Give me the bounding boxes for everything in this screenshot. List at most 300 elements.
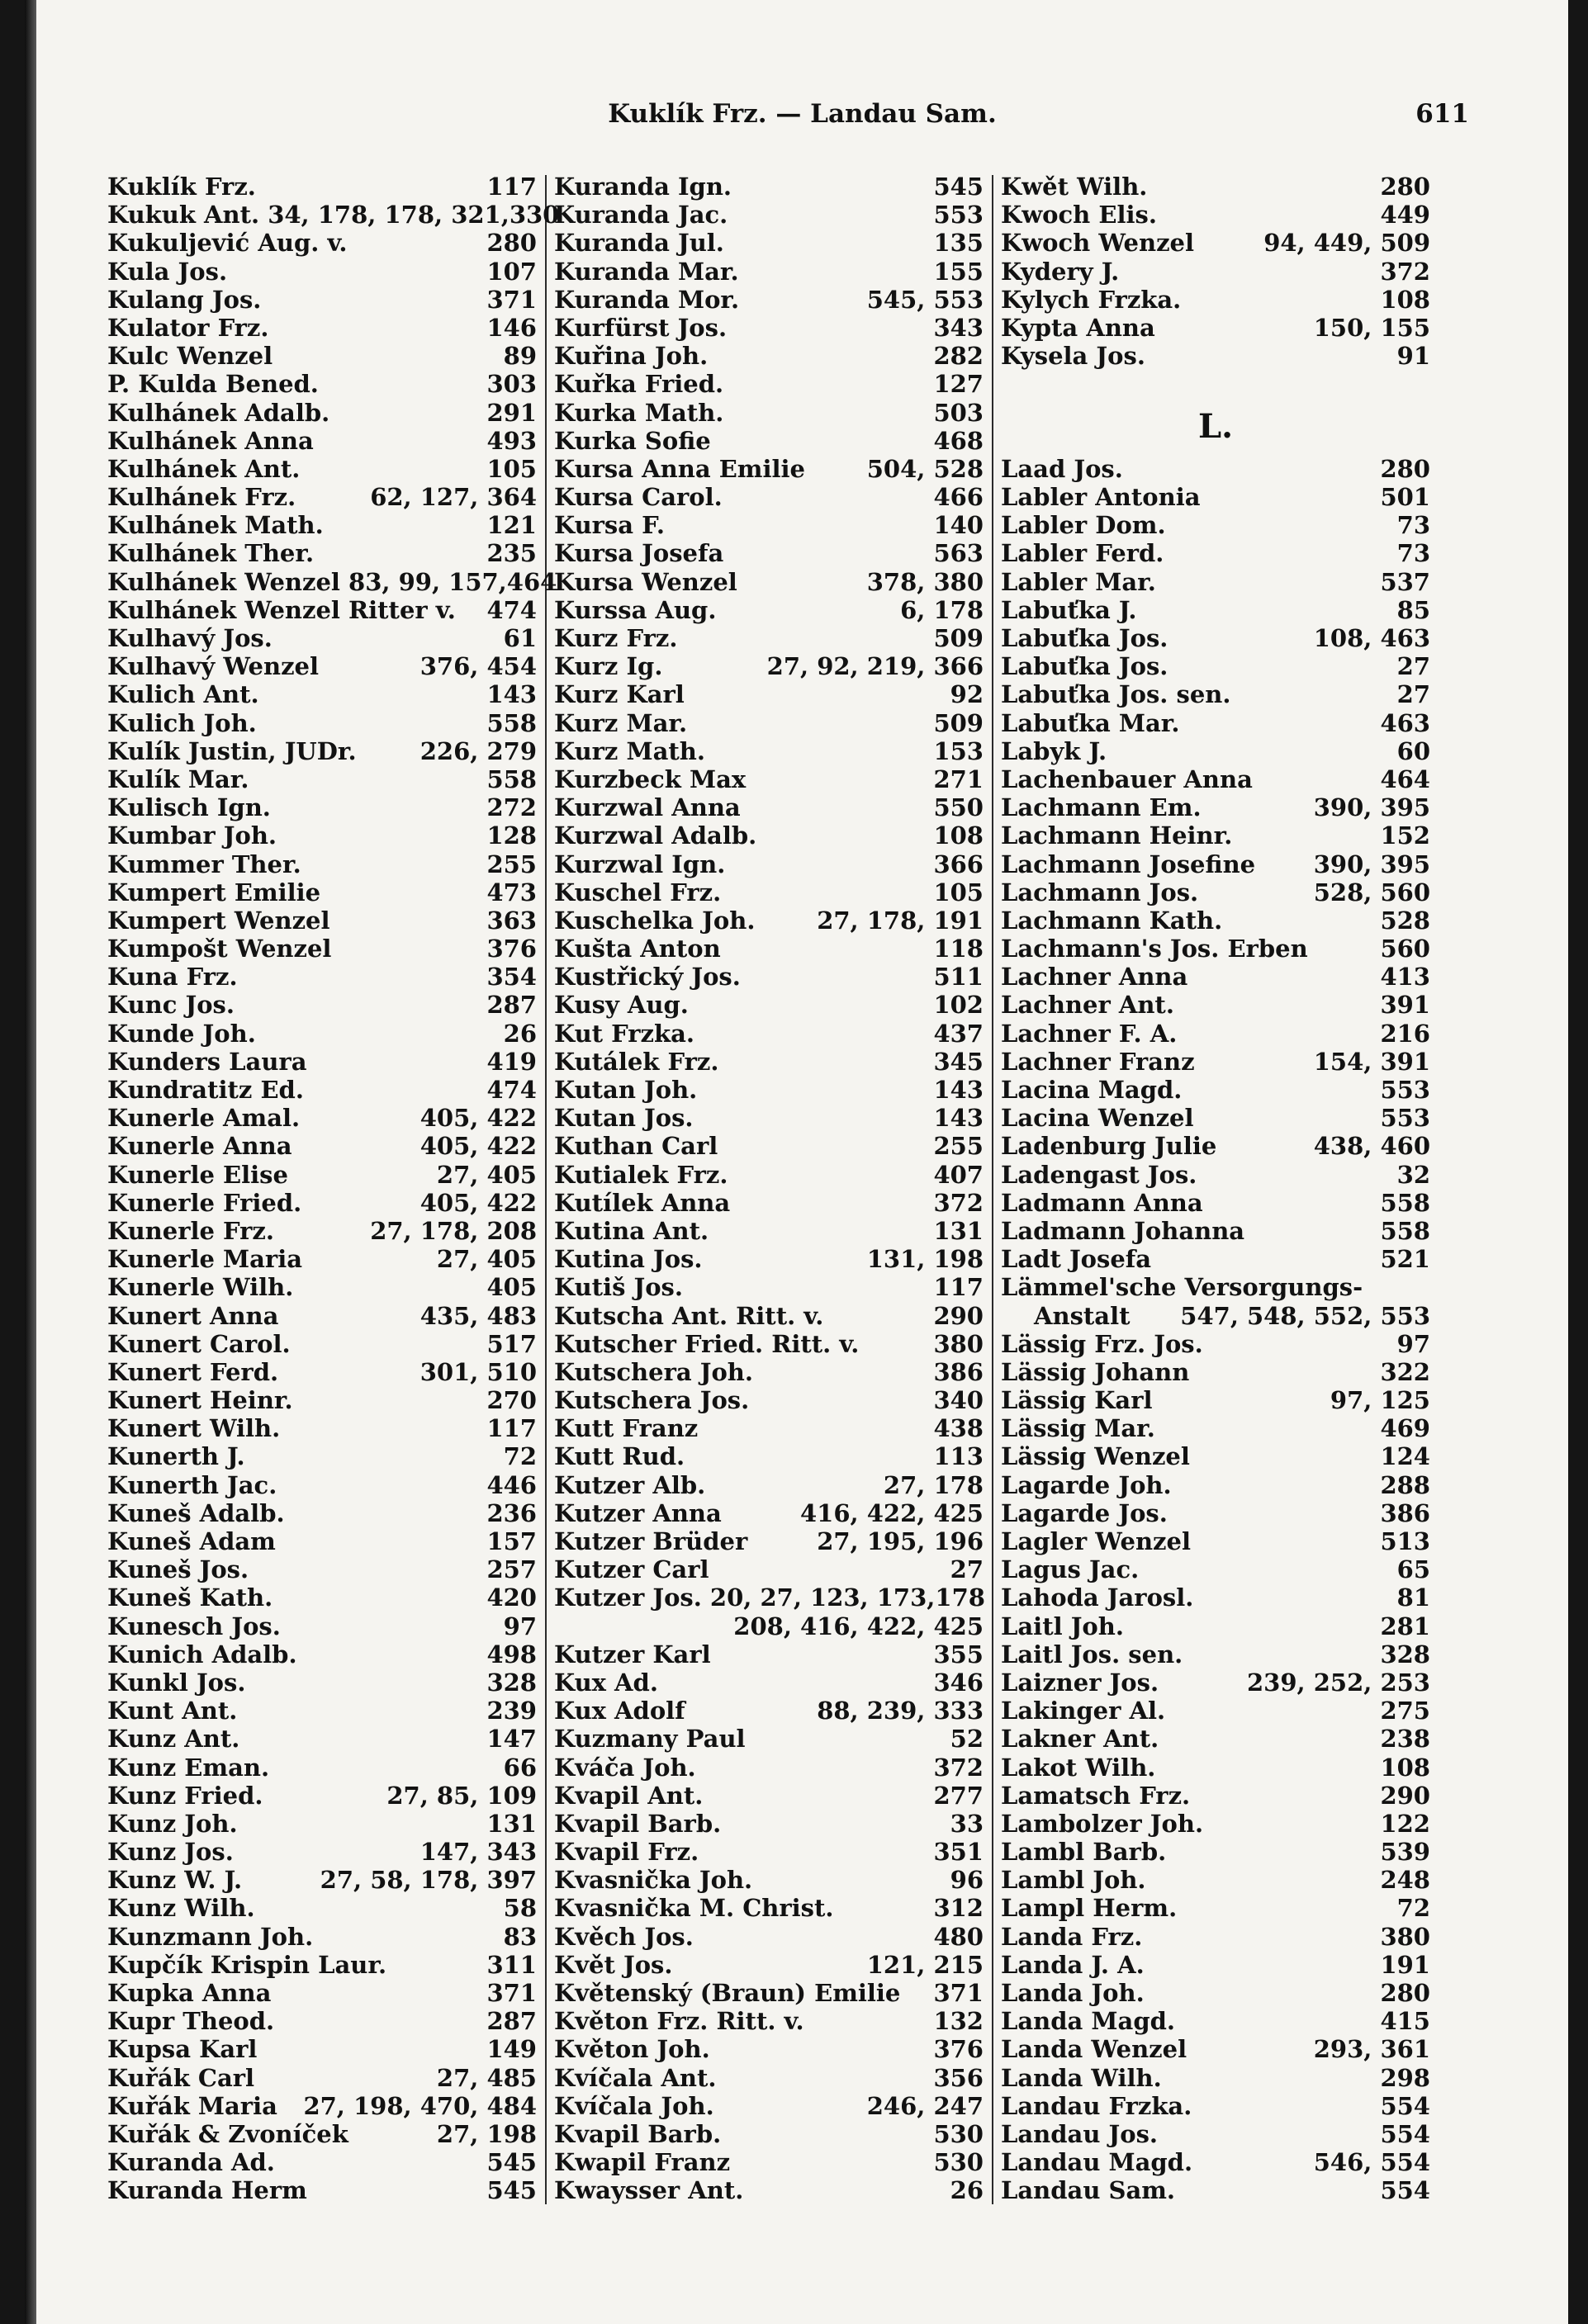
- index-entry: [107, 1782, 537, 1810]
- entry-name: Kutan Jos.: [554, 1104, 694, 1133]
- entry-pages: 27: [950, 1555, 984, 1584]
- entry-name: Landau Magd.: [1001, 2148, 1193, 2177]
- index-entry: [554, 1245, 984, 1273]
- entry-name: Kukuk Ant. 34, 178, 178, 321,: [107, 201, 510, 230]
- entry-name: Kydery J.: [1001, 257, 1120, 286]
- entry-pages: 281: [1380, 1612, 1430, 1640]
- index-entry: [554, 1104, 984, 1132]
- entry-name: Kuranda Mor.: [554, 285, 740, 314]
- index-entry: [554, 568, 984, 596]
- index-entry: [554, 1838, 984, 1866]
- entry-pages: 131: [933, 1216, 984, 1245]
- entry-pages: 124: [1380, 1442, 1430, 1471]
- index-entry: [107, 1810, 537, 1838]
- index-entry: [554, 652, 984, 680]
- entry-name: Labuťka Mar.: [1001, 708, 1180, 737]
- entry-name: Kustřický Jos.: [554, 963, 741, 992]
- entry-name: Kulator Frz.: [107, 313, 269, 342]
- index-entry: [554, 2176, 984, 2204]
- index-entry: [1001, 737, 1430, 765]
- entry-pages: 280: [1380, 454, 1430, 483]
- index-entry: [107, 427, 537, 455]
- entry-name: Kurz Karl: [554, 680, 685, 709]
- entry-pages: 371: [486, 285, 537, 314]
- entry-pages: 131, 198: [866, 1245, 984, 1274]
- index-entry: [1001, 1555, 1430, 1583]
- entry-name: Kvasnička Joh.: [554, 1866, 753, 1895]
- entry-name: Kulhavý Jos.: [107, 624, 273, 652]
- entry-name: Kunerle Fried.: [107, 1188, 302, 1217]
- index-entry: [1001, 2148, 1430, 2176]
- index-entry: [1001, 1161, 1430, 1189]
- index-entry: [107, 1555, 537, 1583]
- index-entry: [107, 1499, 537, 1527]
- index-entry: [107, 878, 537, 906]
- index-entry: [554, 1161, 984, 1189]
- entry-name: Kukuljević Aug. v.: [107, 229, 348, 258]
- entry-name: Kunz Eman.: [107, 1753, 270, 1782]
- index-entry: [1001, 652, 1430, 680]
- entry-pages: 27, 178, 191: [817, 906, 984, 935]
- index-entry: [1001, 1923, 1430, 1951]
- entry-pages: 545: [933, 173, 984, 201]
- entry-pages: 356: [933, 2063, 984, 2092]
- index-entry: [554, 1442, 984, 1470]
- index-entry: [554, 1894, 984, 1922]
- entry-pages: 27, 485: [436, 2063, 537, 2092]
- entry-pages: 27, 85, 109: [386, 1781, 537, 1810]
- entry-name: Lambolzer Joh.: [1001, 1809, 1204, 1838]
- entry-pages: 380: [1380, 1922, 1430, 1951]
- index-entry: [107, 2064, 537, 2092]
- entry-name: Kuřák & Zvoníček: [107, 2119, 348, 2148]
- entry-pages: 553: [1380, 1104, 1430, 1133]
- index-entry: [1001, 2007, 1430, 2035]
- entry-pages: 363: [486, 906, 537, 935]
- column-divider: [545, 175, 547, 2204]
- entry-pages: 280: [1380, 173, 1430, 201]
- entry-name: Kunert Anna: [107, 1301, 279, 1330]
- entry-pages: 27: [1396, 652, 1430, 681]
- entry-name: Lakot Wilh.: [1001, 1753, 1156, 1782]
- entry-pages: 301, 510: [420, 1357, 537, 1386]
- index-entry: [554, 258, 984, 286]
- index-entry: [107, 1838, 537, 1866]
- entry-name: Kux Ad.: [554, 1668, 658, 1697]
- entry-name: Kurssa Aug.: [554, 595, 717, 624]
- index-entry: [554, 1697, 984, 1725]
- entry-name: Labuťka Jos. sen.: [1001, 680, 1231, 709]
- index-entry: [554, 1612, 984, 1640]
- index-entry: [1001, 511, 1430, 539]
- index-entry: [107, 314, 537, 342]
- entry-name: Kurfürst Jos.: [554, 313, 728, 342]
- index-entry: [554, 1754, 984, 1782]
- entry-pages: 509: [933, 624, 984, 652]
- entry-name: Landa Frz.: [1001, 1922, 1143, 1951]
- entry-name: Lagler Wenzel: [1001, 1527, 1191, 1556]
- entry-name: Kvíčala Ant.: [554, 2063, 717, 2092]
- entry-pages: 153: [933, 736, 984, 765]
- entry-name: Landa Wilh.: [1001, 2063, 1162, 2092]
- index-entry: [554, 1330, 984, 1358]
- entry-pages: 280: [486, 229, 537, 258]
- entry-name: Kunders Laura: [107, 1047, 307, 1076]
- entry-name: Kuneš Adalb.: [107, 1498, 285, 1527]
- entry-pages: 366: [933, 850, 984, 878]
- index-entry: [554, 1302, 984, 1330]
- entry-name: Kulík Justin, JUDr.: [107, 736, 357, 765]
- entry-pages: 128: [486, 821, 537, 850]
- entry-name: Lachmann Josefine: [1001, 850, 1256, 878]
- index-entry: [107, 850, 537, 878]
- entry-pages: 60: [1396, 736, 1430, 765]
- index-entry: [554, 991, 984, 1019]
- entry-pages: 539: [1380, 1838, 1430, 1867]
- entry-pages: 463: [1380, 708, 1430, 737]
- entry-pages: 468: [933, 426, 984, 455]
- entry-pages: 420: [486, 1583, 537, 1612]
- index-entry: [1001, 1217, 1430, 1245]
- entry-name: Kunich Adalb.: [107, 1640, 297, 1668]
- index-entry: [554, 1358, 984, 1386]
- entry-name: Lachner Franz: [1001, 1047, 1195, 1076]
- index-entry: [554, 793, 984, 821]
- entry-pages: 391: [1380, 991, 1430, 1020]
- index-entry: [1001, 2092, 1430, 2120]
- entry-name: Landa Magd.: [1001, 2007, 1175, 2036]
- index-entry: [554, 229, 984, 257]
- entry-name: Kupr Theod.: [107, 2007, 275, 2036]
- index-column-2: [554, 173, 984, 2205]
- entry-pages: 155: [933, 257, 984, 286]
- index-entry: [554, 2064, 984, 2092]
- entry-pages: 275: [1380, 1697, 1430, 1725]
- index-entry: [1001, 1273, 1430, 1301]
- spacer: [1001, 370, 1430, 398]
- index-entry: [107, 2120, 537, 2148]
- index-entry: [1001, 935, 1430, 963]
- index-entry: [107, 1583, 537, 1612]
- entry-pages: 558: [486, 764, 537, 793]
- entry-pages: 27, 178: [883, 1470, 984, 1499]
- index-entry: [107, 1725, 537, 1753]
- index-entry: [554, 1979, 984, 2007]
- index-entry: [107, 1979, 537, 2007]
- index-entry: [1001, 906, 1430, 935]
- index-entry: [107, 1866, 537, 1894]
- entry-name: Landa J. A.: [1001, 1950, 1145, 1979]
- entry-pages: 105: [486, 454, 537, 483]
- entry-pages: 563: [933, 539, 984, 568]
- entry-pages: 464: [1380, 764, 1430, 793]
- entry-name: Labler Dom.: [1001, 511, 1166, 540]
- entry-pages: 257: [486, 1555, 537, 1584]
- entry-pages: 152: [1380, 821, 1430, 850]
- index-entry: [1001, 1951, 1430, 1979]
- entry-pages: 149: [486, 2035, 537, 2064]
- entry-pages: 419: [486, 1047, 537, 1076]
- entry-pages: 92: [950, 680, 984, 709]
- entry-pages: 26: [950, 2176, 984, 2205]
- entry-pages: 288: [1380, 1470, 1430, 1499]
- entry-pages: 386: [1380, 1498, 1430, 1527]
- index-entry: [554, 2035, 984, 2063]
- entry-pages: 376: [486, 935, 537, 963]
- index-entry: [107, 1245, 537, 1273]
- index-entry: [554, 1189, 984, 1217]
- index-entry: [554, 1217, 984, 1245]
- entry-name: Lagarde Joh.: [1001, 1470, 1172, 1499]
- entry-name: Květenský (Braun) Emilie: [554, 1979, 901, 2007]
- entry-name: Kunz Joh.: [107, 1809, 238, 1838]
- entry-pages: 530: [933, 2119, 984, 2148]
- entry-name: Kunerle Amal.: [107, 1104, 301, 1133]
- entry-name: Kutzer Anna: [554, 1498, 722, 1527]
- entry-name: Kunde Joh.: [107, 1019, 256, 1048]
- entry-pages: 558: [1380, 1216, 1430, 1245]
- index-entry: [107, 1104, 537, 1132]
- entry-pages: 27, 178, 208: [370, 1216, 537, 1245]
- entry-name: Kursa Josefa: [554, 539, 724, 568]
- entry-pages: 61: [503, 624, 537, 652]
- entry-pages: 239: [486, 1697, 537, 1725]
- entry-name: Kutscher Fried. Ritt. v.: [554, 1329, 860, 1358]
- entry-name: Kutálek Frz.: [554, 1047, 719, 1076]
- entry-pages: 157: [486, 1527, 537, 1555]
- entry-name: Kunert Carol.: [107, 1329, 291, 1358]
- entry-pages: 405, 422: [420, 1104, 537, 1133]
- index-entry: [554, 427, 984, 455]
- entry-name: Kulich Ant.: [107, 680, 259, 709]
- index-entry: [1001, 342, 1430, 370]
- entry-pages: 473: [486, 878, 537, 906]
- index-entry: [107, 1217, 537, 1245]
- index-entry: [107, 963, 537, 991]
- index-entry: [554, 1725, 984, 1753]
- entry-name: Kunert Ferd.: [107, 1357, 279, 1386]
- entry-name: Kunzmann Joh.: [107, 1922, 314, 1951]
- entry-name: Kváča Joh.: [554, 1753, 696, 1782]
- section-letter: L.: [1197, 406, 1234, 446]
- entry-name: Lässig Frz. Jos.: [1001, 1329, 1203, 1358]
- entry-name: Kunerth Jac.: [107, 1470, 277, 1499]
- entry-name: Květ Jos.: [554, 1950, 673, 1979]
- entry-name: Lachmann Kath.: [1001, 906, 1223, 935]
- entry-pages: 547, 548, 552, 553: [1180, 1301, 1430, 1330]
- entry-pages: 117: [933, 1273, 984, 1302]
- entry-name: Kurka Math.: [554, 398, 724, 427]
- entry-pages: 27, 195, 196: [817, 1527, 984, 1555]
- entry-pages: 27: [1396, 680, 1430, 709]
- entry-pages: 89: [503, 342, 537, 371]
- entry-pages: 550: [933, 793, 984, 822]
- index-entry: [107, 765, 537, 793]
- entry-name: Kurz Math.: [554, 736, 705, 765]
- entry-name: Kypta Anna: [1001, 313, 1155, 342]
- entry-name: Landau Jos.: [1001, 2119, 1159, 2148]
- entry-name: Kwoch Elis.: [1001, 201, 1157, 230]
- index-entry: [107, 991, 537, 1019]
- entry-pages: 537: [1380, 567, 1430, 596]
- entry-pages: 558: [1380, 1188, 1430, 1217]
- entry-name: Kutina Jos.: [554, 1245, 703, 1274]
- index-entry: [554, 1386, 984, 1414]
- entry-name: Kuřák Carl: [107, 2063, 255, 2092]
- entry-name: Kupčík Krispin Laur.: [107, 1950, 387, 1979]
- entry-pages: 545: [486, 2176, 537, 2205]
- index-entry: [554, 1020, 984, 1048]
- index-entry: [554, 201, 984, 229]
- entry-name: Kwoch Wenzel: [1001, 229, 1195, 258]
- entry-pages: 293, 361: [1313, 2035, 1430, 2064]
- entry-name: Kuschel Frz.: [554, 878, 722, 906]
- index-entry: [554, 342, 984, 370]
- entry-pages: 94, 449, 509: [1263, 229, 1430, 258]
- entry-pages: 113: [933, 1442, 984, 1471]
- index-entry: [1001, 1442, 1430, 1470]
- index-entry: [107, 1414, 537, 1442]
- entry-name: Kurzbeck Max: [554, 764, 747, 793]
- index-entry: [554, 963, 984, 991]
- index-entry: [107, 1386, 537, 1414]
- entry-name: Kusy Aug.: [554, 991, 689, 1020]
- entry-name: Lachner F. A.: [1001, 1019, 1178, 1048]
- entry-pages: 66: [503, 1753, 537, 1782]
- entry-name: Laitl Joh.: [1001, 1612, 1124, 1640]
- entry-name: Lagus Jac.: [1001, 1555, 1140, 1584]
- entry-pages: 108: [1380, 285, 1430, 314]
- entry-name: Kurzwal Ign.: [554, 850, 726, 878]
- entry-pages: 480: [933, 1922, 984, 1951]
- index-entry: [107, 1668, 537, 1697]
- entry-name: Květon Frz. Ritt. v.: [554, 2007, 804, 2036]
- index-entry: [554, 314, 984, 342]
- index-entry: [554, 1471, 984, 1499]
- entry-name: Landa Joh.: [1001, 1979, 1145, 2008]
- entry-name: Ladmann Anna: [1001, 1188, 1203, 1217]
- entry-pages: 449: [1380, 201, 1430, 230]
- entry-pages: 346: [933, 1668, 984, 1697]
- entry-pages: 386: [933, 1357, 984, 1386]
- index-entry: [1001, 821, 1430, 850]
- index-entry: [554, 1810, 984, 1838]
- entry-pages: 330: [509, 201, 560, 230]
- entry-pages: 343: [933, 313, 984, 342]
- entry-name: Kunerle Elise: [107, 1160, 288, 1189]
- entry-name: Kuranda Jac.: [554, 201, 728, 230]
- entry-name: Kula Jos.: [107, 257, 228, 286]
- index-entry: [107, 229, 537, 257]
- entry-pages: 107: [486, 257, 537, 286]
- index-entry: [554, 483, 984, 511]
- index-entry: [107, 483, 537, 511]
- entry-pages: 91: [1396, 342, 1430, 371]
- index-entry: [554, 1640, 984, 1668]
- index-entry: [554, 680, 984, 708]
- entry-name: Kulhánek Wenzel Ritter v.: [107, 595, 456, 624]
- entry-pages: 27, 198, 470, 484: [303, 2091, 537, 2120]
- entry-pages: 118: [933, 935, 984, 963]
- entry-pages: 328: [486, 1668, 537, 1697]
- entry-name: Kunerle Anna: [107, 1132, 292, 1161]
- entry-pages: 521: [1380, 1245, 1430, 1274]
- entry-name: Kunert Wilh.: [107, 1414, 281, 1443]
- entry-pages: 117: [486, 1414, 537, 1443]
- index-entry: [554, 173, 984, 201]
- entry-pages: 248: [1380, 1866, 1430, 1895]
- entry-pages: 354: [486, 963, 537, 992]
- entry-name: Kuneš Adam: [107, 1527, 276, 1555]
- index-entry: [1001, 1810, 1430, 1838]
- entry-pages: 372: [933, 1753, 984, 1782]
- index-entry: [107, 2035, 537, 2063]
- entry-name: Lachmann's Jos. Erben: [1001, 935, 1308, 963]
- index-entry: [1001, 1104, 1430, 1132]
- entry-pages: 405, 422: [420, 1188, 537, 1217]
- index-entry: [554, 1527, 984, 1555]
- entry-name: Kulhánek Frz.: [107, 483, 296, 512]
- index-entry: [1001, 963, 1430, 991]
- index-entry: [107, 1161, 537, 1189]
- entry-name: Kumbar Joh.: [107, 821, 277, 850]
- index-entry: [107, 793, 537, 821]
- entry-name: Lampl Herm.: [1001, 1894, 1178, 1923]
- entry-name: Kunz Jos.: [107, 1838, 234, 1867]
- entry-name: Kuřina Joh.: [554, 342, 709, 371]
- index-entry: [1001, 1527, 1430, 1555]
- entry-name: Kysela Jos.: [1001, 342, 1145, 371]
- index-entry: [1001, 596, 1430, 624]
- index-entry: [1001, 539, 1430, 567]
- entry-pages: 97, 125: [1330, 1386, 1430, 1415]
- index-entry: [1001, 1020, 1430, 1048]
- index-entry: [107, 1189, 537, 1217]
- entry-name: Lässig Mar.: [1001, 1414, 1155, 1443]
- index-entry: [1001, 286, 1430, 314]
- entry-pages: 127: [933, 370, 984, 399]
- entry-pages: 380: [933, 1329, 984, 1358]
- index-entry: [107, 1330, 537, 1358]
- entry-name: Kurz Ig.: [554, 652, 663, 681]
- index-entry: [1001, 1612, 1430, 1640]
- entry-name: P. Kulda Bened.: [107, 370, 319, 399]
- entry-pages: 498: [486, 1640, 537, 1668]
- index-entry: [107, 539, 537, 567]
- entry-pages: 73: [1396, 539, 1430, 568]
- index-entry: [107, 652, 537, 680]
- entry-name: Lässig Wenzel: [1001, 1442, 1190, 1471]
- entry-pages: 280: [1380, 1979, 1430, 2008]
- page-edge: [25, 0, 36, 2324]
- index-entry: [107, 1020, 537, 1048]
- index-column-3: [1001, 173, 1430, 2205]
- entry-name: Kumpert Emilie: [107, 878, 321, 906]
- entry-name: Kunerle Wilh.: [107, 1273, 294, 1302]
- entry-pages: 27, 58, 178, 397: [320, 1866, 537, 1895]
- entry-pages: 415: [1380, 2007, 1430, 2036]
- page-number: 611: [1415, 99, 1469, 129]
- index-entry: [107, 2007, 537, 2035]
- index-entry: [107, 2148, 537, 2176]
- entry-name: Lachmann Em.: [1001, 793, 1202, 822]
- entry-name: Kutt Rud.: [554, 1442, 685, 1471]
- index-entry: [1001, 1330, 1430, 1358]
- entry-name: Kutscha Ant. Ritt. v.: [554, 1301, 824, 1330]
- index-entry: [107, 511, 537, 539]
- entry-name: Kuřka Fried.: [554, 370, 724, 399]
- entry-name: Lahoda Jarosl.: [1001, 1583, 1194, 1612]
